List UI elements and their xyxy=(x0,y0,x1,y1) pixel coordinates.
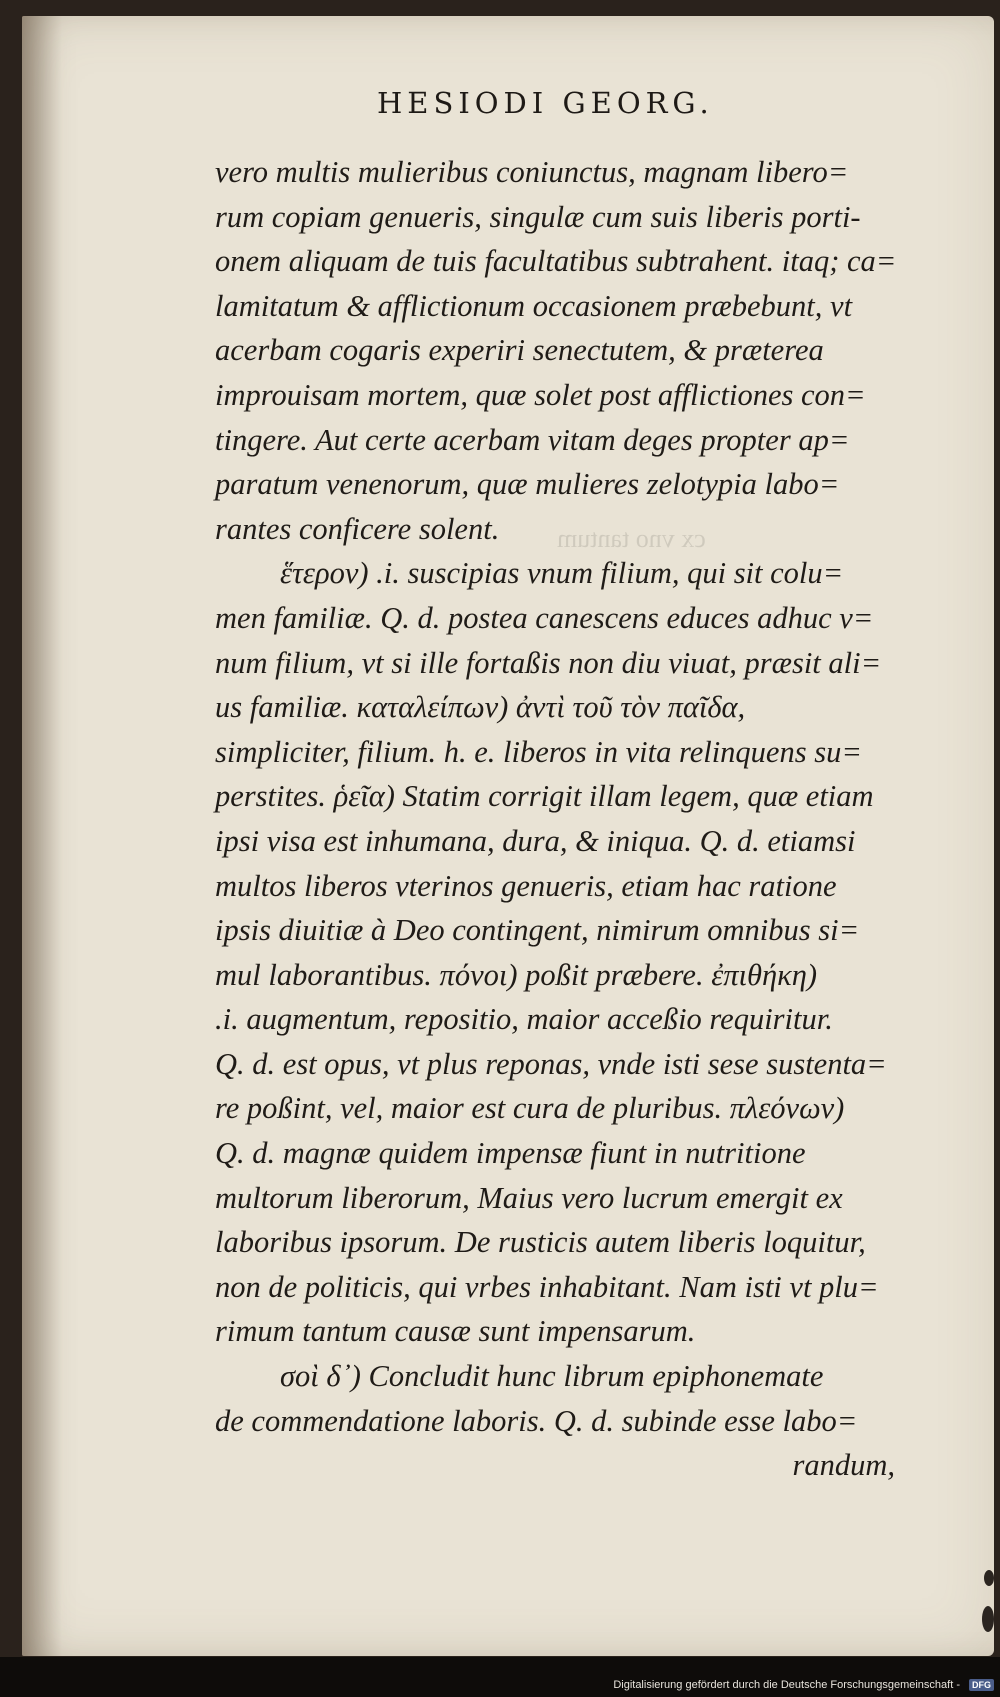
page-body xyxy=(215,150,935,1488)
text-line: perstites. ῥεῖα) Statim corrigit illam legem, quæ etiam xyxy=(215,779,874,814)
text-line: paratum venenorum, quæ mulieres zelotypia labo= xyxy=(215,467,840,502)
ink-blot xyxy=(984,1570,994,1586)
text-line: .i. augmentum, repositio, maior acceßio requiritur. xyxy=(215,1002,833,1037)
ink-blot xyxy=(982,1606,994,1632)
running-head: HESIODI GEORG. xyxy=(377,86,714,120)
text-line: simpliciter, filium. h. e. liberos in vita relinquens su= xyxy=(215,734,862,769)
show-through-text: cx vno tantum xyxy=(557,524,706,553)
text-line: rum copiam genueris, singulæ cum suis liberis porti- xyxy=(215,199,861,234)
text-line: acerbam cogaris experiri senectutem, & præterea xyxy=(215,333,824,368)
text-line: laboribus ipsorum. De rusticis autem liberis loquitur, xyxy=(215,1225,866,1260)
dfg-logo: DFG xyxy=(969,1679,994,1691)
text-line: num filium, vt si ille fortaßis non diu viuat, præsit ali= xyxy=(215,645,882,680)
text-line: rantes conficere solent. xyxy=(215,511,500,546)
catchword: randum, xyxy=(792,1448,895,1483)
text-line: re poßint, vel, maior est cura de pluribus. πλεόνων) xyxy=(215,1091,845,1126)
text-line: us familiæ. καταλείπων) ἀντὶ τοῦ τὸν παῖδα, xyxy=(215,690,746,725)
text-line: multorum liberorum, Maius vero lucrum emergit ex xyxy=(215,1180,843,1215)
funding-credit: Digitalisierung gefördert durch die Deutsche Forschungsgemeinschaft - xyxy=(613,1679,960,1691)
text-line: ipsi visa est inhumana, dura, & iniqua. Q. d. etiamsi xyxy=(215,823,856,858)
text-line: non de politicis, qui vrbes inhabitant. Nam isti vt plu= xyxy=(215,1269,879,1304)
text-line: Q. d. magnæ quidem impensæ fiunt in nutritione xyxy=(215,1136,806,1171)
text-line: lamitatum & afflictionum occasionem præbebunt, vt xyxy=(215,288,853,323)
text-line: tingere. Aut certe acerbam vitam deges propter ap= xyxy=(215,422,850,457)
text-line: de commendatione laboris. Q. d. subinde esse labo= xyxy=(215,1403,858,1438)
text-line: onem aliquam de tuis facultatibus subtrahent. itaq; ca= xyxy=(215,244,897,279)
text-line: ipsis diuitiæ à Deo contingent, nimirum omnibus si= xyxy=(215,913,860,948)
text-line: ἕτερον) .i. suscipias vnum filium, qui sit colu= xyxy=(280,556,844,591)
text-line: Q. d. est opus, vt plus reponas, vnde isti sese sustenta= xyxy=(215,1046,887,1081)
text-line: rimum tantum causæ sunt impensarum. xyxy=(215,1314,696,1349)
text-line: σοὶ δ᾽) Concludit hunc librum epiphonemate xyxy=(280,1359,824,1394)
text-line: mul laborantibus. πόνοι) poßit præbere. ἐπιθήκη) xyxy=(215,957,818,992)
text-line: multos liberos vterinos genueris, etiam hac ratione xyxy=(215,868,837,903)
text-line: vero multis mulieribus coniunctus, magnam libero= xyxy=(215,155,849,189)
scan-footer xyxy=(0,1657,1000,1697)
text-line: improuisam mortem, quæ solet post afflictiones con= xyxy=(215,377,866,412)
book-page xyxy=(22,16,994,1656)
text-line: men familiæ. Q. d. postea canescens educes adhuc v= xyxy=(215,600,874,635)
